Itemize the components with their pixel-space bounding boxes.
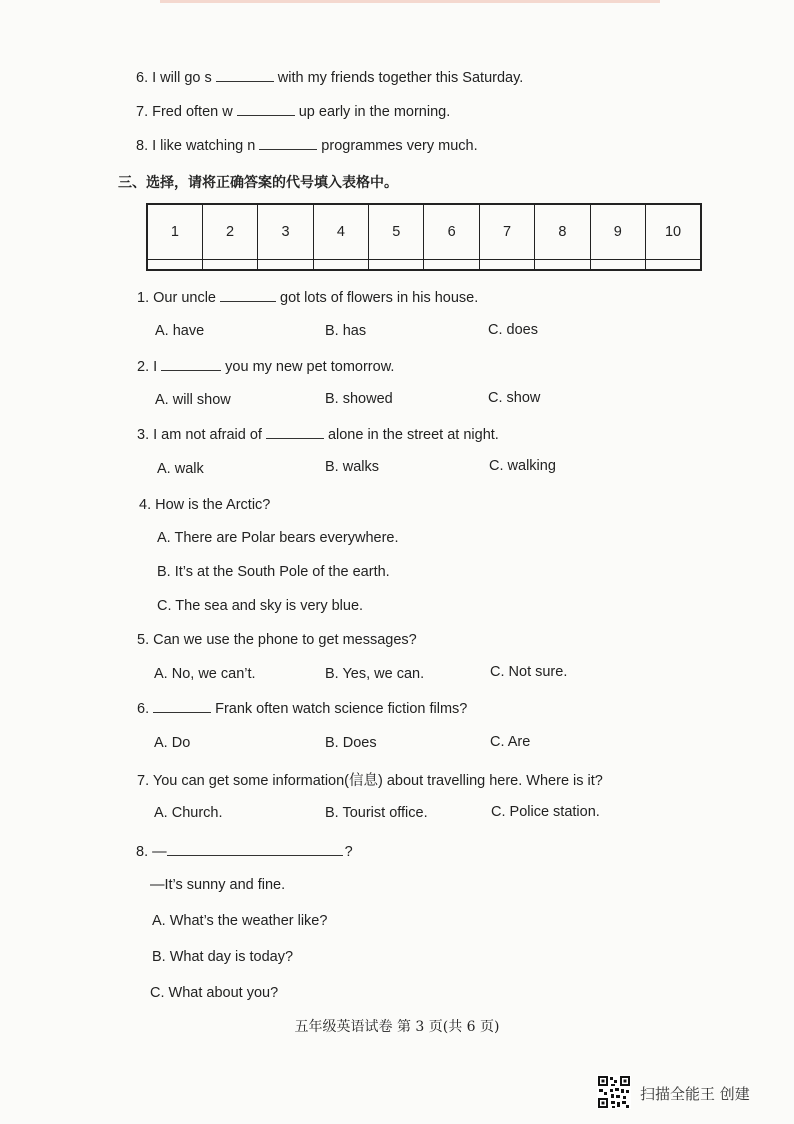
question-8 <box>136 843 353 860</box>
option-b[interactable]: B. It’s at the South Pole of the earth. <box>157 564 390 580</box>
option-a[interactable]: A. No, we can’t. <box>154 666 256 682</box>
answer-cell[interactable] <box>479 260 534 270</box>
page-footer: 五年级英语试卷 第 3 页(共 6 页) <box>294 1019 500 1035</box>
top-edge-mark <box>160 0 660 3</box>
question-7: 7. You can get some information(信息) about travelling here. Where is it? <box>137 773 603 789</box>
answer-blank[interactable] <box>259 137 317 150</box>
question-1-prefix: 1. Our uncle <box>137 290 216 306</box>
option-a[interactable]: A. walk <box>157 461 204 477</box>
option-b[interactable]: B. Tourist office. <box>325 805 428 821</box>
table-number-cell: 3 <box>258 204 313 260</box>
option-c[interactable]: C. The sea and sky is very blue. <box>157 598 364 614</box>
option-a[interactable]: A. Church. <box>154 805 223 821</box>
question-6-suffix: Frank often watch science fiction films? <box>215 701 468 717</box>
answer-cell[interactable] <box>313 260 368 270</box>
question-2-prefix: 2. I <box>137 359 158 375</box>
answer-cell[interactable] <box>258 260 313 270</box>
option-b[interactable]: B. showed <box>325 391 393 407</box>
fill-item-6 <box>136 69 523 86</box>
answer-cell[interactable] <box>646 260 701 270</box>
qr-code-icon <box>597 1075 631 1109</box>
question-3-suffix: alone in the street at night. <box>327 427 499 443</box>
answer-blank[interactable] <box>220 289 276 302</box>
question-4: 4. How is the Arctic? <box>139 497 271 513</box>
option-c[interactable]: C. Not sure. <box>490 664 568 680</box>
option-b[interactable]: B. What day is today? <box>152 949 294 965</box>
option-a[interactable]: A. will show <box>155 392 231 408</box>
answer-blank[interactable] <box>167 843 343 856</box>
fill-item-8 <box>136 137 478 154</box>
answer-blank[interactable] <box>161 358 221 371</box>
table-number-cell: 5 <box>369 204 424 260</box>
question-5: 5. Can we use the phone to get messages? <box>137 632 417 648</box>
question-3 <box>137 426 499 443</box>
answer-blank[interactable] <box>266 426 324 439</box>
question-3-prefix: 3. I am not afraid of <box>137 427 262 443</box>
question-1-suffix: got lots of flowers in his house. <box>280 290 479 306</box>
fill-item-8-prefix: 8. I like watching n <box>136 138 256 154</box>
question-6-prefix: 6. <box>137 701 150 717</box>
fill-item-6-prefix: 6. I will go s <box>136 70 212 86</box>
fill-item-6-suffix: with my friends together this Saturday. <box>277 70 524 86</box>
table-number-cell: 8 <box>535 204 590 260</box>
option-b[interactable]: B. Yes, we can. <box>325 666 425 682</box>
option-c[interactable]: C. show <box>488 390 541 406</box>
option-a[interactable]: A. There are Polar bears everywhere. <box>157 530 399 546</box>
answer-cell[interactable] <box>369 260 424 270</box>
fill-item-7 <box>136 103 450 120</box>
table-number-cell: 2 <box>202 204 257 260</box>
table-number-cell: 4 <box>313 204 368 260</box>
option-a[interactable]: A. Do <box>154 735 191 751</box>
option-c[interactable]: C. What about you? <box>150 985 279 1001</box>
question-8-prefix: 8. — <box>136 844 167 860</box>
answer-cell[interactable] <box>535 260 590 270</box>
table-number-cell: 1 <box>147 204 202 260</box>
section-title: 三、选择，请将正确答案的代号填入表格中。 <box>118 175 398 191</box>
table-number-cell: 7 <box>479 204 534 260</box>
question-2 <box>137 358 394 375</box>
scanner-watermark: 扫描全能王 创建 <box>640 1085 750 1103</box>
fill-item-8-suffix: programmes very much. <box>321 138 478 154</box>
table-number-cell: 9 <box>590 204 645 260</box>
answer-cell[interactable] <box>202 260 257 270</box>
answer-blank[interactable] <box>153 700 211 713</box>
option-c[interactable]: C. Are <box>490 734 531 750</box>
answer-cell[interactable] <box>147 260 202 270</box>
option-c[interactable]: C. walking <box>489 458 556 474</box>
answer-table <box>146 203 702 271</box>
question-2-suffix: you my new pet tomorrow. <box>225 359 395 375</box>
table-number-cell: 10 <box>646 204 701 260</box>
answer-blank[interactable] <box>216 69 274 82</box>
option-b[interactable]: B. Does <box>325 735 377 751</box>
option-a[interactable]: A. What’s the weather like? <box>152 913 328 929</box>
option-c[interactable]: C. Police station. <box>491 804 600 820</box>
answer-table-answer-row <box>147 260 701 270</box>
option-b[interactable]: B. has <box>325 323 367 339</box>
option-a[interactable]: A. have <box>155 323 205 339</box>
answer-cell[interactable] <box>424 260 479 270</box>
answer-table-header-row <box>147 204 701 260</box>
question-1 <box>137 289 478 306</box>
answer-cell[interactable] <box>590 260 645 270</box>
fill-item-7-suffix: up early in the morning. <box>298 104 451 120</box>
question-8-suffix: ? <box>344 844 353 860</box>
question-8-reply: —It’s sunny and fine. <box>150 877 286 893</box>
option-b[interactable]: B. walks <box>325 459 379 475</box>
option-c[interactable]: C. does <box>488 322 538 338</box>
question-6 <box>137 700 467 717</box>
fill-item-7-prefix: 7. Fred often w <box>136 104 233 120</box>
table-number-cell: 6 <box>424 204 479 260</box>
answer-blank[interactable] <box>237 103 295 116</box>
